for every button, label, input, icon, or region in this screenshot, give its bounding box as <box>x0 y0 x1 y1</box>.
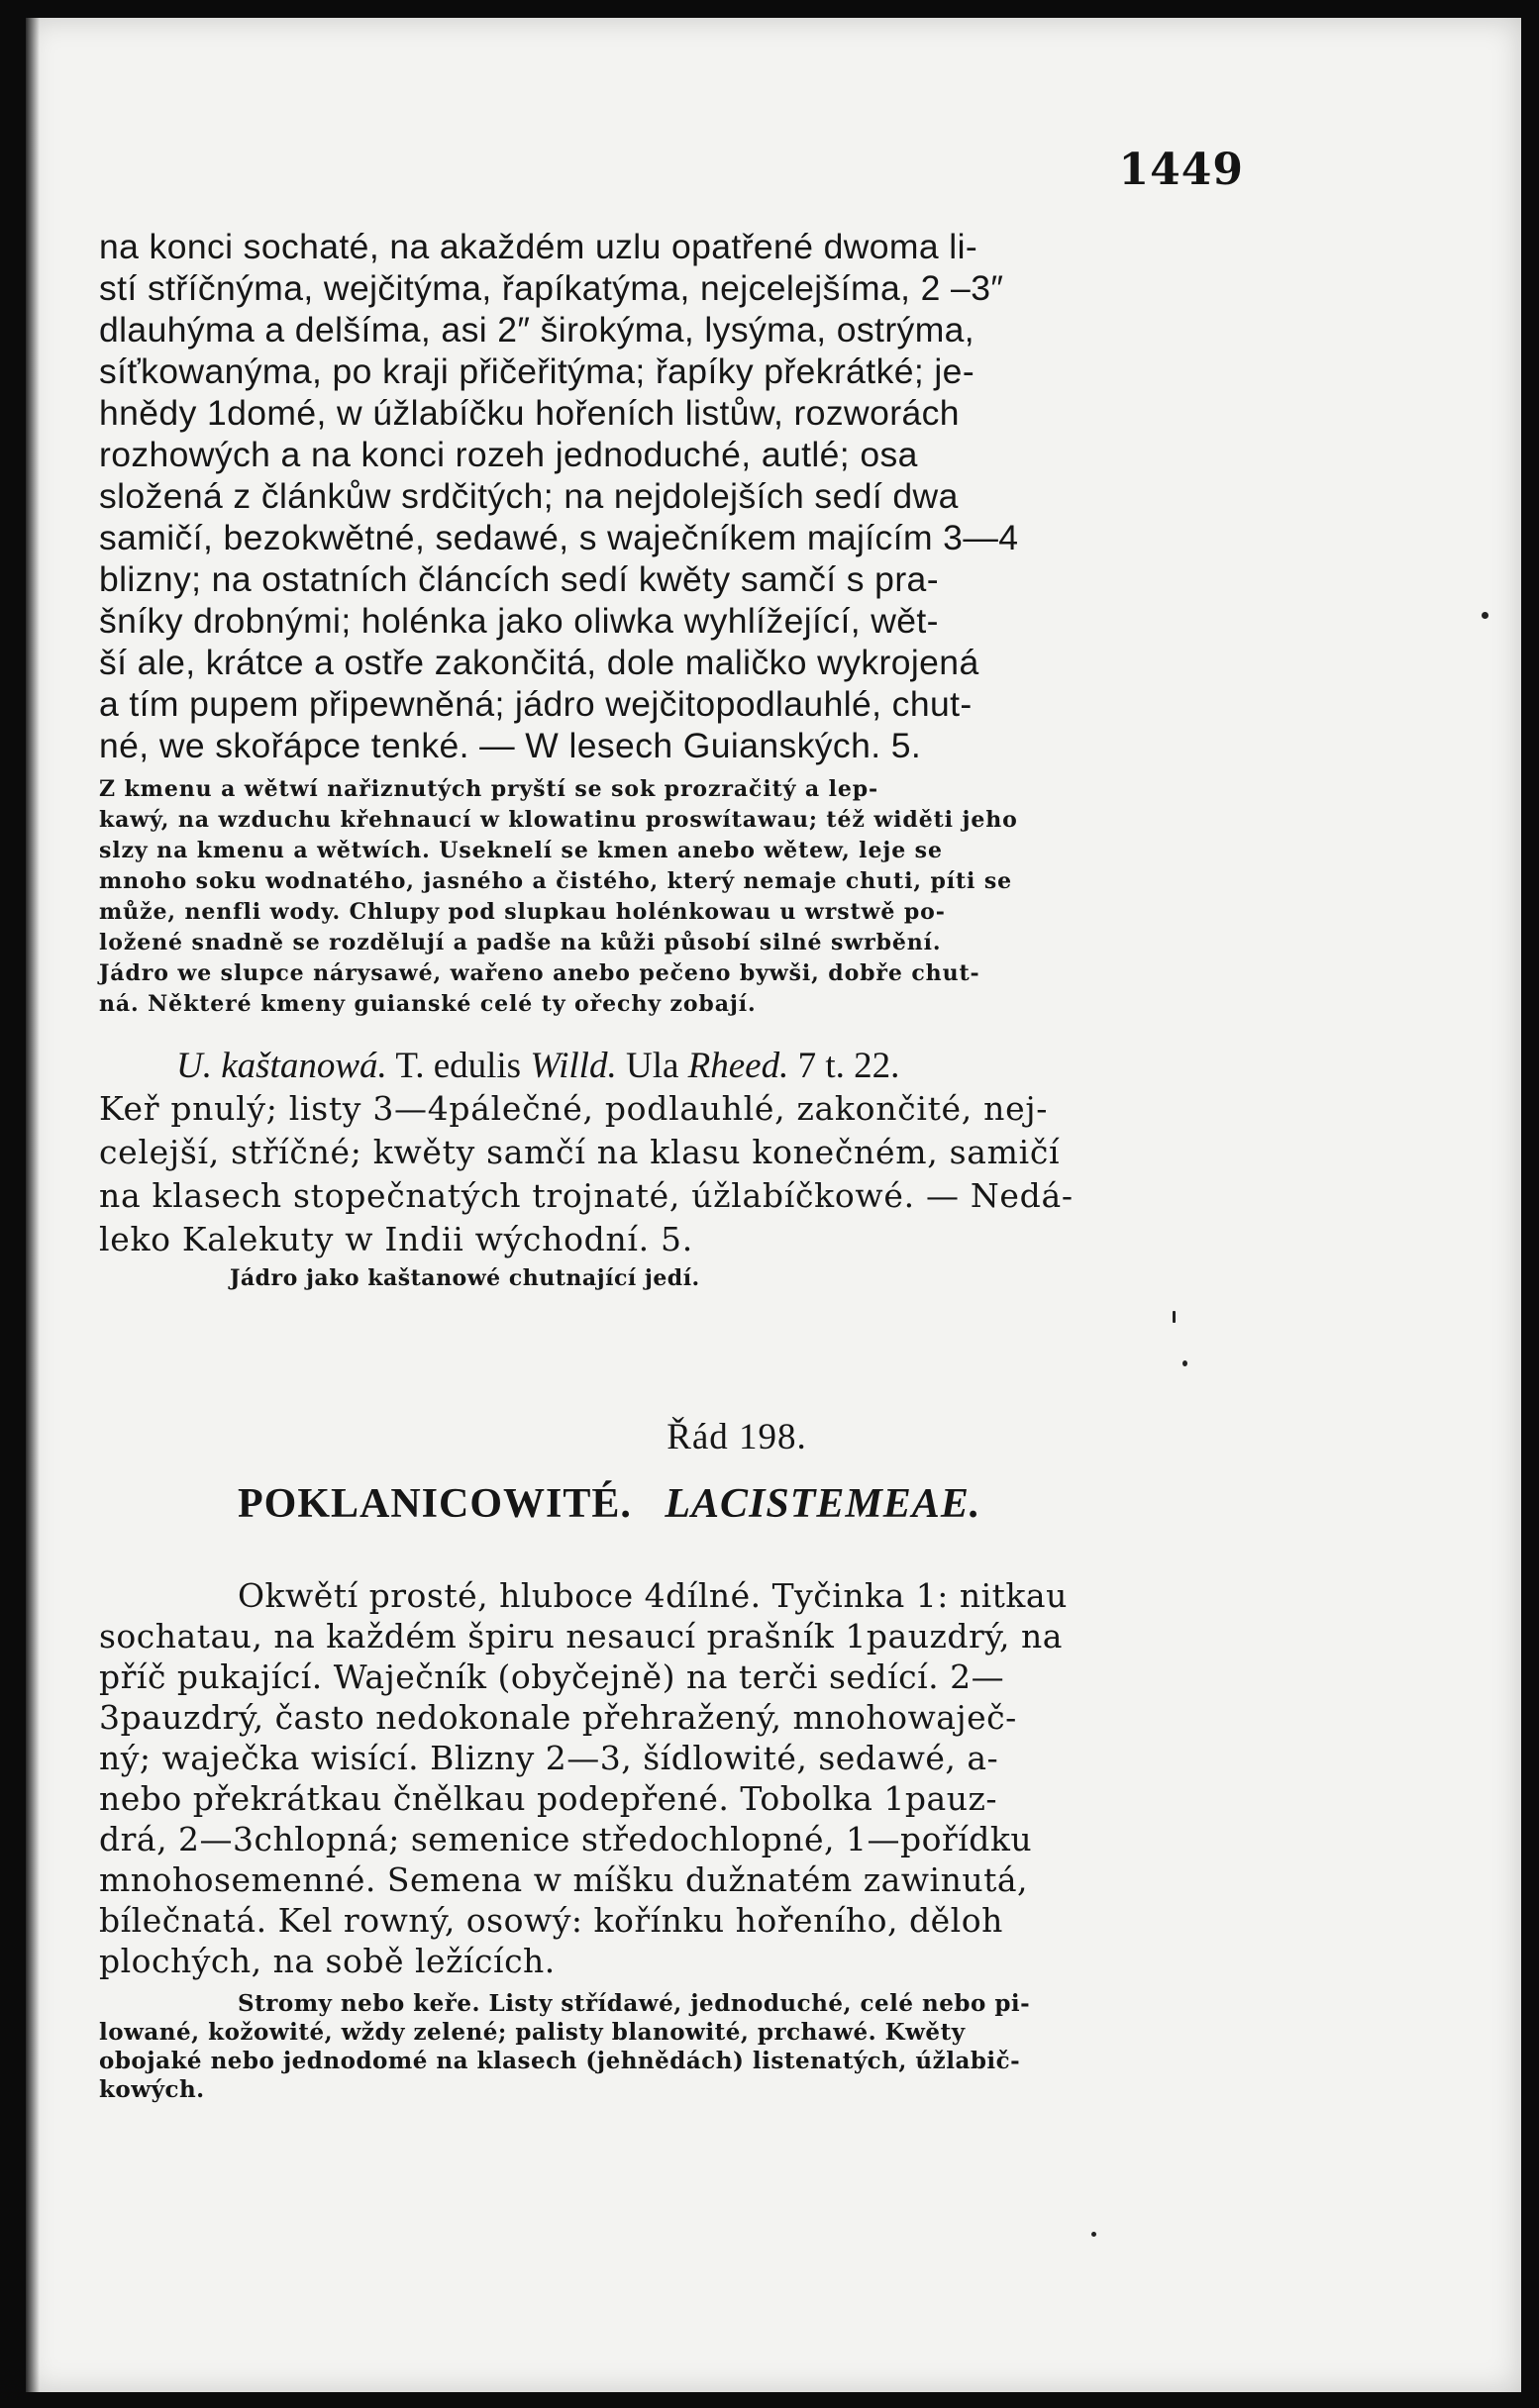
entry2-ref-loc: 7 t. 22. <box>797 1046 900 1086</box>
order-heading: Řád 198. <box>667 1417 807 1457</box>
entry2-genus: U. kaštanowá. <box>176 1046 387 1086</box>
family-heading <box>99 1480 1236 1528</box>
entry1-note: Z kmenu a wětwí nařiznutých pryští se sok prozračitý a lep- kawý, na wzduchu křehnaucí w klowatinu proswítawau; též widěti jeho slzy na kmenu a wětwích. Useknelí se kmen anebo wětew, leje se mnoho soku wodnatého, jasného a čistého, který nemaje chuti, píti se může, nenfli wody. Chlupy pod slupkau holénkowau u wrstwě po- ložené snadně se rozdělují a padše na kůži působí silné swrbění. Jádro we slupce nárysawé, wařeno anebo pečeno bywši, dobře chut- ná. Některé kmeny guianské celé ty ořechy zobají. <box>99 776 1018 1017</box>
entry2-description: Keř pnulý; listy 3—4pálečné, podlauhlé, zakončité, nej- celejší, stříčné; kwěty samčí na klasu konečném, samičí na klasech stopečnatých trojnaté, úžlabíčkowé. — Nedá- leko Kalekuty w Indii wýchodní. 5. <box>99 1089 1074 1258</box>
entry2-species: T. edulis <box>395 1046 522 1086</box>
page-edge-shadow <box>26 18 40 2392</box>
scan-speck <box>1482 612 1488 619</box>
entry2-note: Jádro jako kaštanowé chutnající jedí. <box>230 1265 700 1291</box>
entry1-description: na konci sochaté, na akaždém uzlu opatřené dwoma li- stí stříčnýma, wejčitýma, řapíkatýma, nejcelejšíma, 2 –3″ dlauhýma a delšíma, asi 2″ širokýma, lysýma, ostrýma, síťkowanýma, po kraji přičeřitýma; řapíky překrátké; je- hnědy 1domé, w úžlabíčku hořeních listůw, rozworách rozhowých a na konci rozeh jednoduché, autlé; osa složená z článkůw srdčitých; na nejdolejších sedí dwa samičí, bezokwětné, sedawé, s waječníkem majícím 3—4 blizny; na ostatních článcích sedí kwěty samčí s pra- šníky drobnými; holénka jako oliwka wyhlížející, wět- ší ale, krátce a ostře zakončitá, dole maličko wykrojená a tím pupem připewněná; jádro wejčitopodlauhlé, chut- né, we skořápce tenké. — W lesech Guianských. 5. <box>99 227 1019 765</box>
family-name-czech: POKLANICOWITÉ. <box>238 1481 632 1527</box>
entry2-author: Willd. <box>530 1046 617 1086</box>
family-description: Okwětí prosté, hluboce 4dílné. Tyčinka 1: nitkau sochatau, na každém špiru nesaucí prašník 1pauzdrý, na příč pukající. Waječník (obyčejně) na terči sedící. 2— 3pauzdrý, často nedokonale přehražený, mnohowaječ- ný; waječka wisící. Blizny 2—3, šídlowité, sedawé, a- nebo překrátkau čnělkau podepřené. Tobolka 1pauz- drá, 2—3chlopná; semenice středochlopné, 1—pořídku mnohosemenné. Semena w míšku dužnatém zawinutá, bílečnatá. Kel rowný, osowý: kořínku hořeního, děloh plochých, na sobě ležících. <box>99 1576 1068 1980</box>
book-page <box>26 18 1521 2392</box>
family-note: Stromy nebo keře. Listy střídawé, jednoduché, celé nebo pi- lowané, kožowité, wždy zelené; palisty blanowité, prchawé. Kwěty obojaké nebo jednodomé na klasech (jehnědách) listenatých, úžlabič- kowých. <box>99 1990 1031 2103</box>
page-number: 1449 <box>1118 145 1244 195</box>
entry2-ref-name: Ula <box>625 1046 679 1086</box>
scan-speck <box>1091 2232 1096 2237</box>
text-column <box>99 226 1236 2104</box>
scan-speck <box>1173 1311 1176 1323</box>
entry2-ref-source: Rheed. <box>687 1046 789 1086</box>
scan-speck <box>1182 1360 1187 1366</box>
entry2-title <box>99 1046 1236 1087</box>
family-name-latin: LACISTEMEAE. <box>665 1481 981 1527</box>
